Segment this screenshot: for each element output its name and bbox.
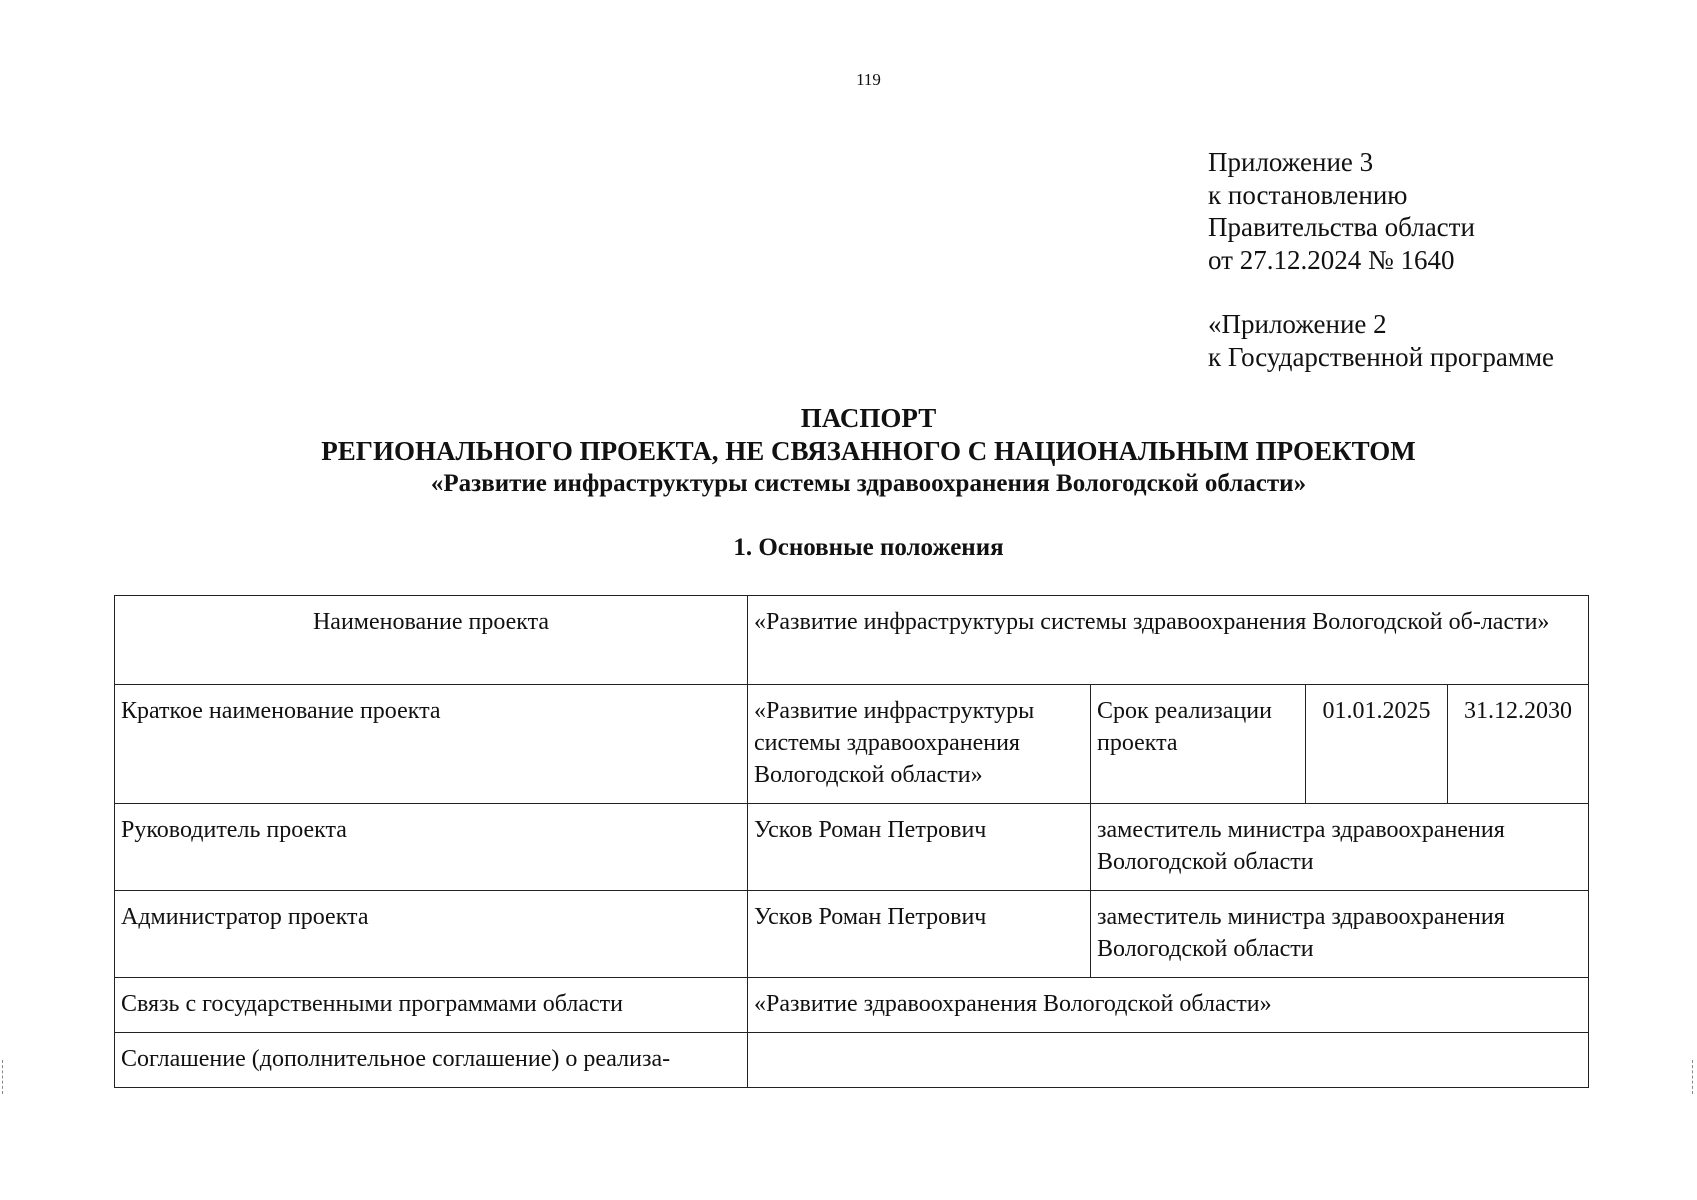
document-title bbox=[0, 402, 1697, 500]
admin-name: Усков Роман Петрович bbox=[748, 891, 1091, 978]
term-end: 31.12.2030 bbox=[1448, 685, 1589, 804]
head-position: заместитель министра здравоохранения Вологодской области bbox=[1091, 804, 1589, 891]
appendix-line: Правительства области bbox=[1208, 212, 1475, 242]
appendix-line: «Приложение 2 bbox=[1208, 309, 1387, 339]
head-label: Руководитель проекта bbox=[115, 804, 748, 891]
table-row bbox=[115, 978, 1589, 1033]
table-row bbox=[115, 1033, 1589, 1088]
left-edge-mark bbox=[2, 1060, 5, 1094]
short-name-value: «Развитие инфраструктуры системы здравоохранения Вологодской области» bbox=[748, 685, 1091, 804]
appendix-line: от 27.12.2024 № 1640 bbox=[1208, 244, 1455, 275]
right-edge-mark bbox=[1692, 1060, 1695, 1094]
appendix-block bbox=[1208, 146, 1554, 373]
table-row bbox=[115, 891, 1589, 978]
programs-label: Связь с государственными программами области bbox=[115, 978, 748, 1033]
admin-position: заместитель министра здравоохранения Вологодской области bbox=[1091, 891, 1589, 978]
appendix-line: к Государственной программе bbox=[1208, 341, 1555, 372]
passport-table bbox=[114, 595, 1589, 1088]
agreement-value bbox=[748, 1033, 1589, 1088]
project-name-value: «Развитие инфраструктуры системы здравоохранения Вологодской об-ласти» bbox=[748, 596, 1589, 685]
page-number: 119 bbox=[856, 70, 881, 89]
project-name-label: Наименование проекта bbox=[115, 596, 748, 685]
title-line-passport: ПАСПОРТ bbox=[800, 403, 937, 433]
head-name: Усков Роман Петрович bbox=[748, 804, 1091, 891]
term-label: Срок реализации проекта bbox=[1091, 685, 1306, 804]
title-line-project-type: РЕГИОНАЛЬНОГО ПРОЕКТА, НЕ СВЯЗАННОГО С НАЦИОНАЛЬНЫМ ПРОЕКТОМ bbox=[321, 436, 1416, 466]
title-line-project-name: «Развитие инфраструктуры системы здравоохранения Вологодской области» bbox=[430, 470, 1307, 497]
section-heading: 1. Основные положения bbox=[733, 534, 1004, 561]
term-start: 01.01.2025 bbox=[1306, 685, 1448, 804]
table-row bbox=[115, 596, 1589, 685]
appendix-gap bbox=[1208, 276, 1554, 308]
appendix-line: Приложение 3 bbox=[1208, 147, 1374, 177]
table-row bbox=[115, 685, 1589, 804]
short-name-label: Краткое наименование проекта bbox=[115, 685, 748, 804]
agreement-label: Соглашение (дополнительное соглашение) о реализа- bbox=[115, 1033, 748, 1088]
programs-value: «Развитие здравоохранения Вологодской области» bbox=[748, 978, 1589, 1033]
admin-label: Администратор проекта bbox=[115, 891, 748, 978]
table-row bbox=[115, 804, 1589, 891]
appendix-line: к постановлению bbox=[1208, 179, 1408, 210]
